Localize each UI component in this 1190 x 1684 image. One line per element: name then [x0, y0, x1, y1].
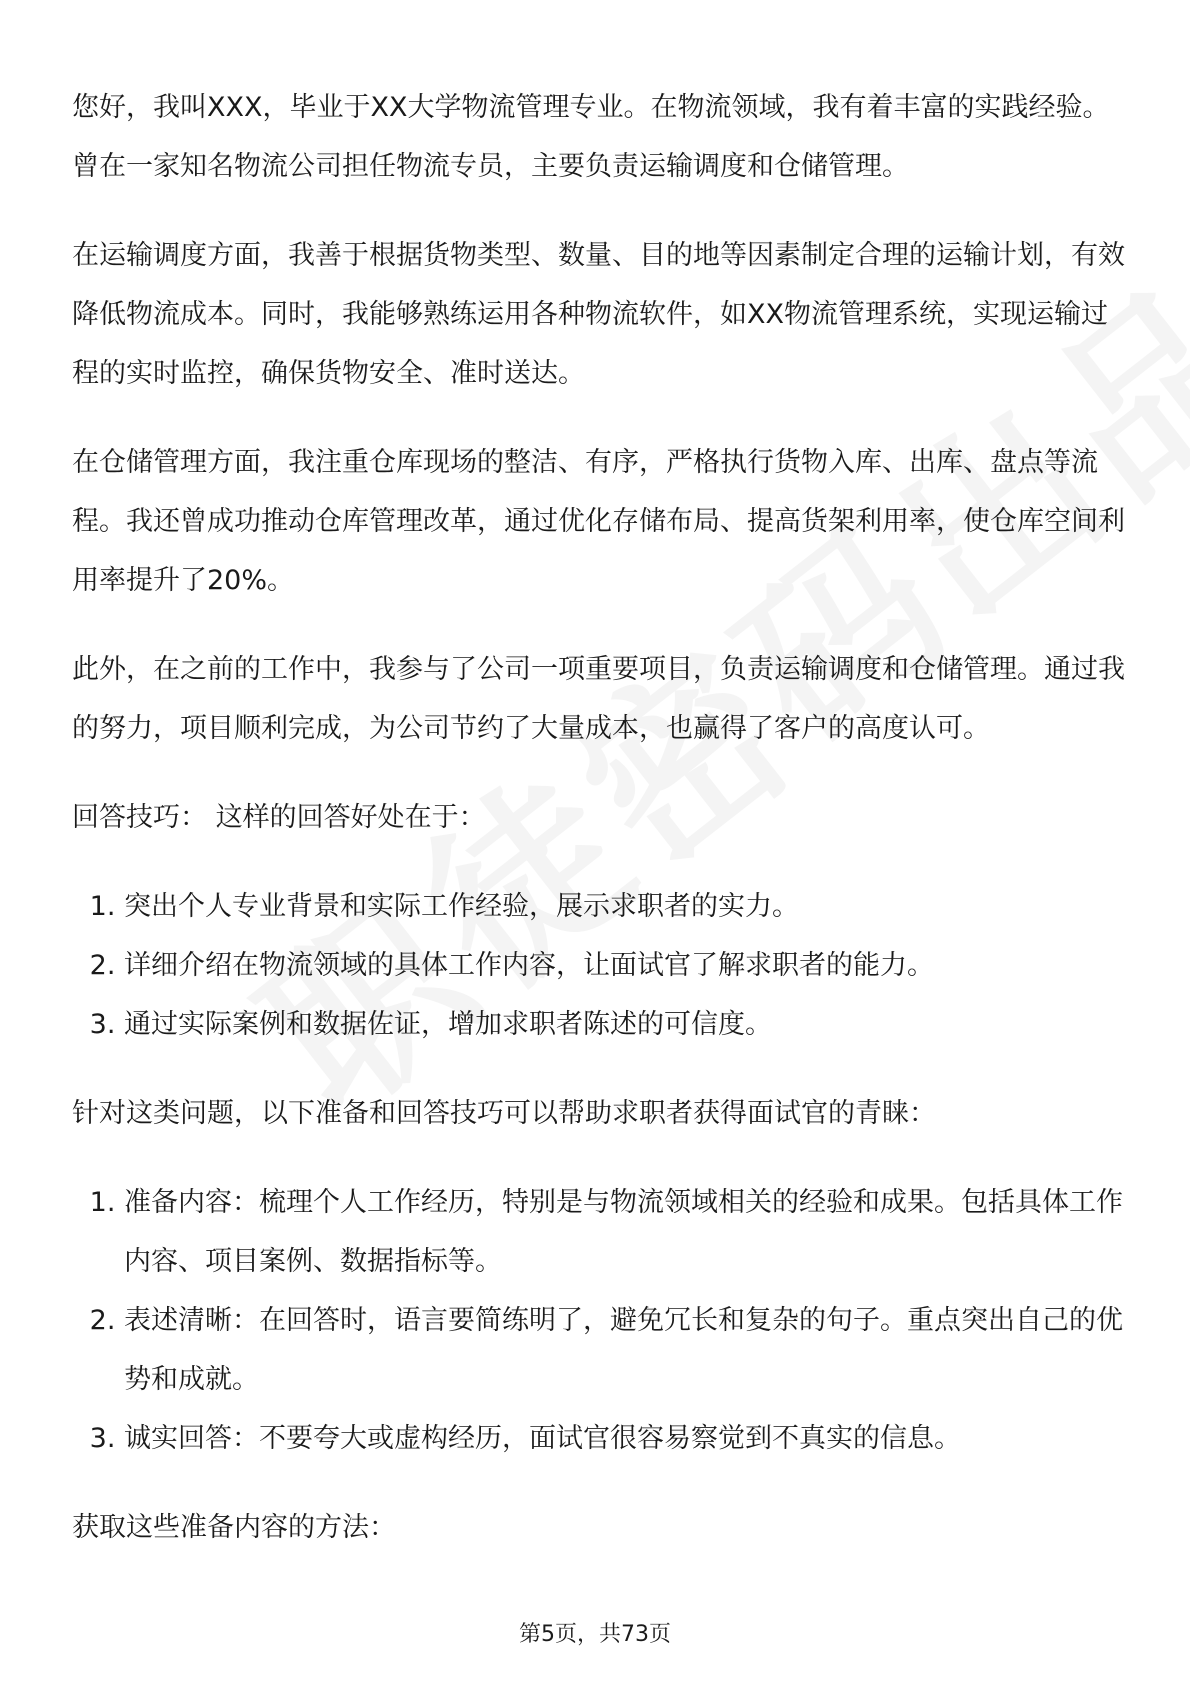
list-item: 1. 准备内容：梳理个人工作经历，特别是与物流领域相关的经验和成果。包括具体工作内容、项目案例、数据指标等。 [124, 1173, 1132, 1291]
document-body [72, 78, 1132, 1587]
paragraph-intro: 您好，我叫XXX，毕业于XX大学物流管理专业。在物流领域，我有着丰富的实践经验。曾在一家知名物流公司担任物流专员，主要负责运输调度和仓储管理。 [72, 92, 1110, 182]
list-item: 1. 突出个人专业背景和实际工作经验，展示求职者的实力。 [124, 877, 1132, 936]
paragraph-project: 此外，在之前的工作中，我参与了公司一项重要项目，负责运输调度和仓储管理。通过我的努力，项目顺利完成，为公司节约了大量成本，也赢得了客户的高度认可。 [72, 654, 1125, 744]
prep-list [72, 1173, 1132, 1468]
methods-heading: 获取这些准备内容的方法： [72, 1512, 396, 1543]
paragraph-warehouse: 在仓储管理方面，我注重仓库现场的整洁、有序，严格执行货物入库、出库、盘点等流程。我还曾成功推动仓库管理改革，通过优化存储布局、提高货架利用率，使仓库空间利用率提升了20%。 [72, 447, 1125, 596]
list-item: 3. 诚实回答：不要夸大或虚构经历，面试官很容易察觉到不真实的信息。 [124, 1409, 1132, 1468]
tips-heading: 回答技巧： 这样的回答好处在于： [72, 802, 486, 833]
list-item: 2. 表述清晰：在回答时，语言要简练明了，避免冗长和复杂的句子。重点突出自己的优势和成就。 [124, 1291, 1132, 1409]
list-item: 2. 详细介绍在物流领域的具体工作内容，让面试官了解求职者的能力。 [124, 936, 1132, 995]
list-item: 3. 通过实际案例和数据佐证，增加求职者陈述的可信度。 [124, 995, 1132, 1054]
paragraph-transport: 在运输调度方面，我善于根据货物类型、数量、目的地等因素制定合理的运输计划，有效降低物流成本。同时，我能够熟练运用各种物流软件，如XX物流管理系统，实现运输过程的实时监控，确保货物安全、准时送达。 [72, 240, 1125, 389]
tips-list [72, 877, 1132, 1054]
page-number: 第5页，共73页 [519, 1622, 671, 1647]
prep-heading: 针对这类问题，以下准备和回答技巧可以帮助求职者获得面试官的青睐： [72, 1098, 936, 1129]
